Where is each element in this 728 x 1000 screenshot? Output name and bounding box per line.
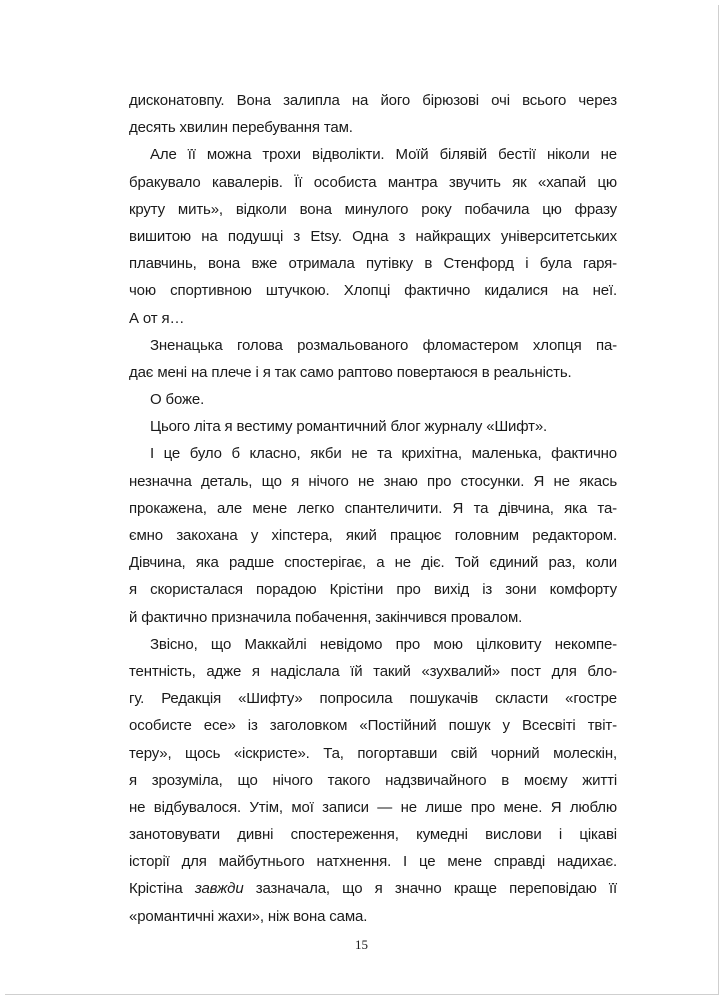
text-line: ємно закохана у хіпстера, який працює головним редактором.	[129, 527, 617, 544]
text-line: Звісно, що Маккайлі невідомо про мою цілковиту некомпе-	[150, 635, 617, 653]
text-line: бракувало кавалерів. Її особиста мантра звучить як «хапай цю	[129, 173, 617, 191]
text-line: плавчинь, вона вже отримала путівку в Стенфорд і була гаря-	[129, 255, 617, 273]
text-line: історії для майбутнього натхнення. І це мене справді надихає.	[129, 853, 617, 871]
text-line: тентність, адже я надіслала їй такий «зухвалий» пост для бло-	[129, 662, 617, 680]
text-line: І це було б класно, якби не та крихітна, маленька, фактично	[150, 445, 617, 463]
text-line: занотовувати дивні спостереження, кумедні вислови і цікаві	[129, 826, 617, 844]
text-line: теру», щось «іскристе». Та, погортавши свій чорний молескін,	[129, 744, 617, 762]
text-line: вишитою на подушці з Etsy. Одна з найкращих університетських	[129, 227, 617, 245]
text-line: десять хвилин перебування там.	[129, 119, 353, 137]
text-line: Цього літа я вестиму романтичний блог журналу «Шифт».	[150, 418, 548, 436]
text-line: круту мить», відколи вона минулого року побачила цю фразу	[129, 200, 617, 218]
text-line: Дівчина, яка радше спостерігає, а не діє. Той єдиний раз, коли	[129, 554, 617, 572]
text-line: Але її можна трохи відволікти. Моїй білявій бестії ніколи не	[150, 146, 617, 164]
text-line: особисте есе» із заголовком «Постійний пошук у Всесвіті твіт-	[129, 717, 617, 735]
text-line: «романтичні жахи», ніж вона сама.	[129, 907, 368, 925]
book-page	[5, 5, 719, 995]
text-line: я зрозуміла, що нічого такого надзвичайного в моєму житті	[129, 771, 617, 789]
text-line: Зненацька голова розмальованого фломастером хлопця па-	[150, 336, 617, 354]
body-text	[129, 87, 617, 930]
text-line: незначна деталь, що я нічого не знаю про стосунки. Я не якась	[129, 472, 617, 490]
text-line: й фактично призначила побачення, закінчився провалом.	[129, 608, 523, 626]
emphasis: завжди	[194, 880, 244, 898]
text-line: чою спортивною штучкою. Хлопці фактично кидалися на неї.	[129, 282, 617, 300]
text-line: дає мені на плече і я так само раптово повертаюся в реальність.	[129, 363, 572, 381]
text-line: гу. Редакція «Шифту» попросила пошукачів скласти «гостре	[129, 690, 617, 708]
text-line: О боже.	[150, 391, 205, 409]
text-line: не відбувалося. Утім, мої записи — не лише про мене. Я люблю	[129, 798, 617, 816]
text-line: я скористалася порадою Крістіни про вихід із зони комфорту	[129, 581, 617, 599]
page-number: 15	[355, 937, 368, 952]
text-line: дисконатовпу. Вона залипла на його бірюзові очі всього через	[129, 92, 617, 109]
text-line: Крістіна завжди зазначала, що я значно краще переповідаю її	[129, 880, 618, 898]
text-line: прокажена, але мене легко спантеличити. Я та дівчина, яка та-	[129, 499, 617, 517]
text-line: А от я…	[129, 309, 185, 327]
